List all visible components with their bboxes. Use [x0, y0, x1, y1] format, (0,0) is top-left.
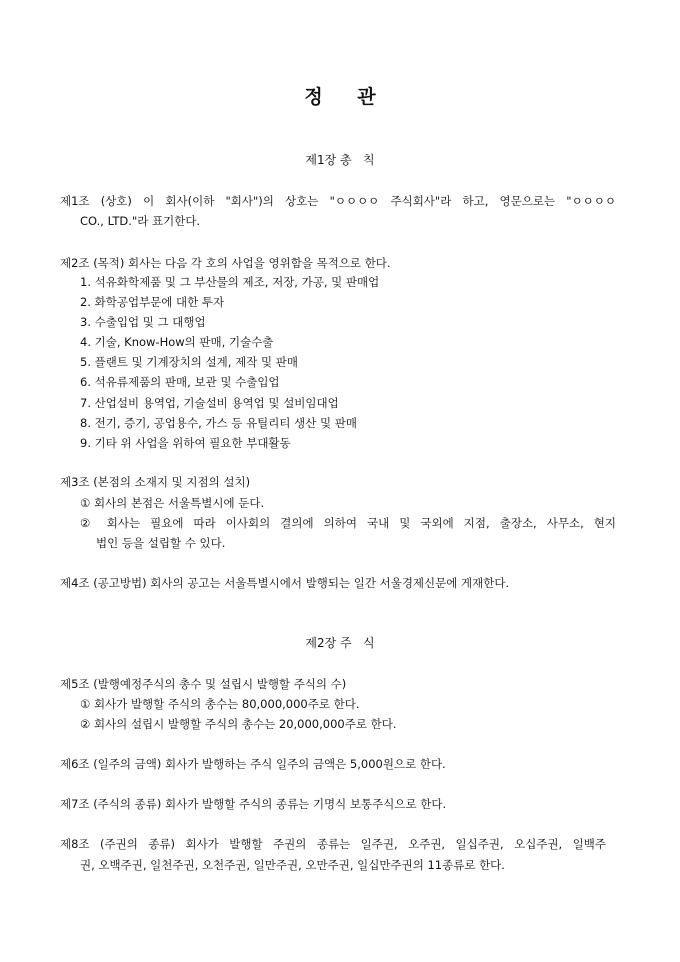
article-3-heading: 제3조 (본점의 소재지 및 지점의 설치) — [60, 475, 251, 489]
article-6-text: 제6조 (일주의 금액) 회사가 발행하는 주식 일주의 금액은 5,000원으로 한다. — [60, 757, 446, 771]
article-8-line-2: 권, 오백주권, 일천주권, 오천주권, 일만주권, 오만주권, 일십만주권의 11종류로 한다. — [80, 858, 505, 872]
article-3-clause-1: ① 회사의 본점은 서울특별시에 둔다. — [80, 496, 265, 510]
article-2-item: 4. 기술, Know-How의 판매, 기술수출 — [80, 335, 274, 349]
article-2-item: 8. 전기, 증기, 공업용수, 가스 등 유틸리티 생산 및 판매 — [80, 416, 358, 430]
article-2-heading: 제2조 (목적) 회사는 다음 각 호의 사업을 영위함을 목적으로 한다. — [60, 256, 391, 270]
article-4-text: 제4조 (공고방법) 회사의 공고는 서울특별시에서 발행되는 일간 서울경제신문에 게재한다. — [60, 576, 510, 590]
article-3-clause-2-line-2: 법인 등을 설립할 수 있다. — [96, 536, 226, 550]
article-5-heading: 제5조 (발행예정주식의 총수 및 설립시 발행할 주식의 수) — [60, 677, 347, 691]
article-8-line-1: 제8조 (주권의 종류) 회사가 발행할 주권의 종류는 일주권, 오주권, 일십주권, 오십주권, 일백주 — [60, 837, 606, 851]
article-2-item: 5. 플랜트 및 기계장치의 설계, 제작 및 판매 — [80, 355, 298, 369]
chapter-1-heading: 제1장 총 칙 — [305, 153, 375, 167]
document-title: 정 관 — [304, 86, 390, 108]
article-1-line-1: 제1조 (상호) 이 회사(이하 "회사")의 상호는 "ㅇㅇㅇㅇ 주식회사"라 하고, 영문으로는 "ㅇㅇㅇㅇ — [60, 194, 616, 208]
article-2-item: 7. 산업설비 용역업, 기술설비 용역업 및 설비임대업 — [80, 396, 339, 410]
article-2-item: 9. 기타 위 사업을 위하여 필요한 부대활동 — [80, 436, 291, 450]
article-3-clause-2-line-1: ② 회사는 필요에 따라 이사회의 결의에 의하여 국내 및 국외에 지점, 출장소, 사무소, 현지 — [80, 516, 616, 530]
article-5-clause-2: ② 회사의 설립시 발행할 주식의 총수는 20,000,000주로 한다. — [80, 717, 397, 731]
article-7-text: 제7조 (주식의 종류) 회사가 발행할 주식의 종류는 기명식 보통주식으로 한다. — [60, 797, 447, 811]
chapter-2-heading: 제2장 주 식 — [305, 636, 375, 650]
article-2-item: 2. 화학공업부문에 대한 투자 — [80, 295, 225, 309]
article-2-item: 6. 석유류제품의 판매, 보관 및 수출입업 — [80, 375, 280, 389]
article-1-line-2: CO., LTD."라 표기한다. — [80, 214, 201, 228]
article-2-item: 3. 수출입업 및 그 대행업 — [80, 315, 206, 329]
article-5-clause-1: ① 회사가 발행할 주식의 총수는 80,000,000주로 한다. — [80, 697, 360, 711]
article-2-item: 1. 석유화학제품 및 그 부산물의 제조, 저장, 가공, 및 판매업 — [80, 275, 380, 289]
